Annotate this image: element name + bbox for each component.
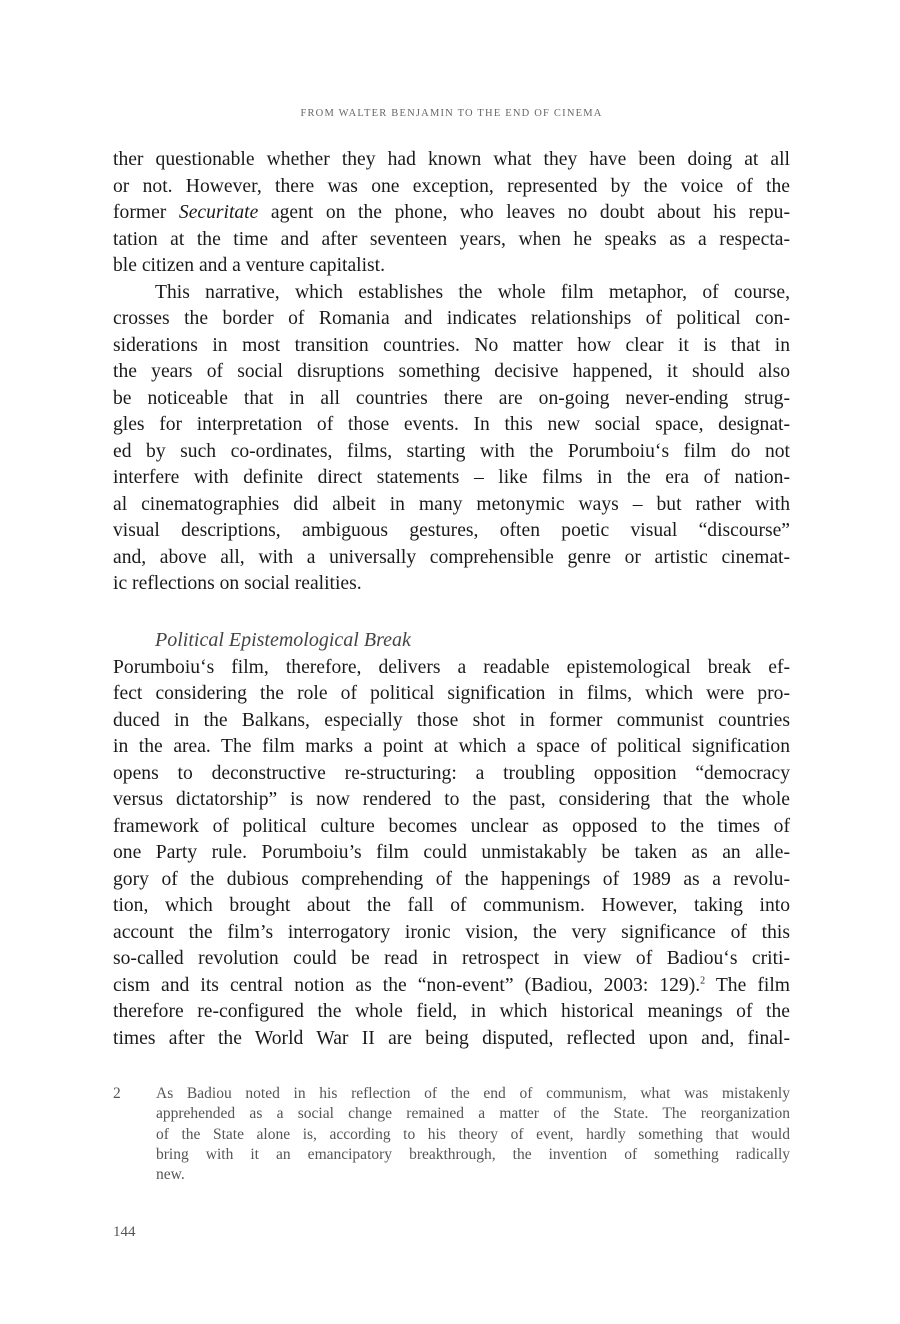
text-line: gles for interpretation of those events. In this new social space, designat- bbox=[113, 414, 790, 435]
text-line: tion, which brought about the fall of communism. However, taking into bbox=[113, 895, 790, 916]
text-run: former bbox=[113, 202, 179, 223]
footnote-line: of the State alone is, according to his theory of event, hardly something that would bbox=[156, 1125, 790, 1143]
text-line: This narrative, which establishes the whole film metaphor, of course, bbox=[155, 281, 790, 303]
running-head: FROM WALTER BENJAMIN TO THE END OF CINEMA bbox=[300, 108, 603, 119]
footnote-line: As Badiou noted in his reflection of the end of communism, what was mistakenly bbox=[156, 1085, 790, 1102]
text-line bbox=[113, 973, 790, 1000]
text-line: account the film’s interrogatory ironic vision, the very significance of this bbox=[113, 921, 790, 943]
text-line: duced in the Balkans, especially those shot in former communist countries bbox=[113, 709, 790, 731]
text-line bbox=[113, 200, 790, 227]
text-line: ther questionable whether they had known what they have been doing at all bbox=[113, 149, 790, 170]
text-line: gory of the dubious comprehending of the happenings of 1989 as a revolu- bbox=[113, 868, 790, 890]
text-line: framework of political culture becomes unclear as opposed to the times of bbox=[113, 815, 790, 837]
text-line: ed by such co-ordinates, films, starting with the Porumboiu‘s film do not bbox=[113, 440, 790, 462]
italic-term: Securitate bbox=[178, 202, 259, 223]
text-line: in the area. The film marks a point at which a space of political signification bbox=[113, 736, 790, 757]
text-line: Porumboiu‘s film, therefore, delivers a readable epistemological break ef- bbox=[113, 656, 790, 678]
paragraph bbox=[113, 280, 790, 598]
footnotes bbox=[113, 1084, 790, 1185]
text-line: visual descriptions, ambiguous gestures, often poetic visual “discourse” bbox=[113, 520, 790, 541]
text-line: ble citizen and a venture capitalist. bbox=[113, 255, 386, 276]
text-line: versus dictatorship” is now rendered to the past, considering that the whole bbox=[113, 789, 790, 810]
footnote bbox=[113, 1084, 790, 1185]
footnote-line: bring with it an emancipatory breakthrough, the invention of something radically bbox=[156, 1145, 790, 1163]
text-line: opens to deconstructive re-structuring: a troubling opposition “democracy bbox=[113, 762, 790, 784]
text-line: one Party rule. Porumboiu’s film could unmistakably be taken as an alle- bbox=[113, 842, 790, 863]
footnote-line: new. bbox=[156, 1166, 185, 1184]
paragraph bbox=[113, 147, 790, 280]
text-line: the years of social disruptions something decisive happened, it should also bbox=[113, 361, 790, 382]
text-line: crosses the border of Romania and indicates relationships of political con- bbox=[113, 308, 790, 329]
text-line: or not. However, there was one exception, represented by the voice of the bbox=[113, 175, 790, 197]
footnote-line: apprehended as a social change remained a matter of the State. The reorganization bbox=[156, 1105, 790, 1123]
section-gap bbox=[113, 598, 790, 625]
text-run: agent on the phone, who leaves no doubt about his repu- bbox=[258, 202, 790, 223]
text-line: fect considering the role of political signification in films, which were pro- bbox=[113, 683, 790, 704]
text-line: ic reflections on social realities. bbox=[113, 573, 362, 594]
footnote-number: 2 bbox=[113, 1085, 121, 1102]
text-line: times after the World War II are being disputed, reflected upon and, final- bbox=[113, 1027, 790, 1049]
text-line: and, above all, with a universally comprehensible genre or artistic cinemat- bbox=[113, 546, 790, 568]
text-line: therefore re-configured the whole field, in which historical meanings of the bbox=[113, 1001, 790, 1022]
text-run: cism and its central notion as the “non-event” (Badiou, 2003: 129). bbox=[113, 974, 701, 996]
text-line: interfere with definite direct statements – like films in the era of nation- bbox=[113, 467, 790, 488]
text-line: be noticeable that in all countries there are on-going never-ending strug- bbox=[113, 387, 790, 409]
text-line: siderations in most transition countries. No matter how clear it is that in bbox=[113, 334, 790, 356]
page-number: 144 bbox=[113, 1224, 136, 1240]
text-line: so-called revolution could be read in retrospect in view of Badiou‘s criti- bbox=[113, 948, 790, 969]
body-text bbox=[113, 147, 790, 1052]
footnote-reference[interactable]: 2 bbox=[700, 974, 706, 986]
text-run: The film bbox=[705, 974, 790, 996]
text-line: al cinematographies did albeit in many metonymic ways – but rather with bbox=[113, 493, 790, 515]
paragraph bbox=[113, 655, 790, 1053]
section-heading: Political Epistemological Break bbox=[155, 628, 411, 651]
text-line: tation at the time and after seventeen years, when he speaks as a respecta- bbox=[113, 228, 790, 250]
